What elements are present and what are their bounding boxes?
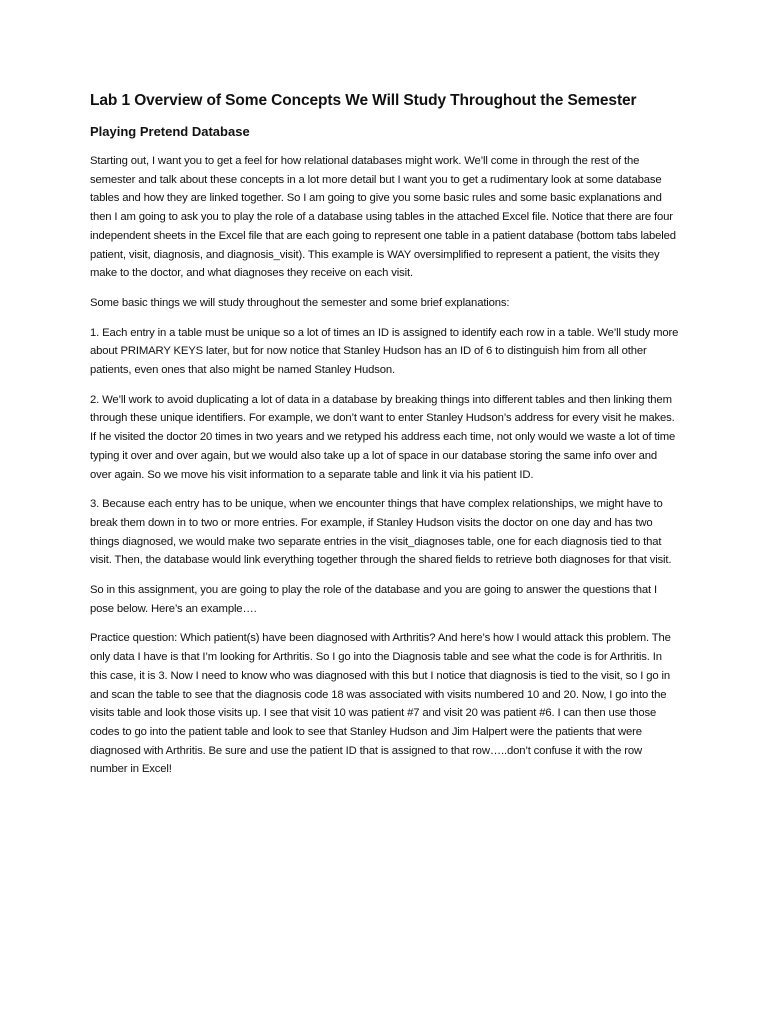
paragraph-basic-things: Some basic things we will study throughout the semester and some brief explanations: xyxy=(90,296,510,309)
paragraph-practice-question: Practice question: Which patient(s) have been diagnosed with Arthritis? And here’s how I would attack this problem. The only data I have is that I’m looking for Arthritis. So I go into the Diagnosis table and see what the code is for Arthritis. In this case, it is 3. Now I need to know who was diagnosed with this but I notice that diagnosis is tied to the visit, so I go in and scan the table to see that the diagnosis code 18 was associated with visits numbered 10 and 20. Now, I go into the visits table and look those visits up. I see that visit 10 was patient #7 and visit 20 was patient #6. I can then use those codes to go into the patient table and look to see that Stanley Hudson and Jim Halpert were the patients that were diagnosed with Arthritis. Be sure and use the patient ID that is assigned to that row…..don’t confuse it with the row number in Excel! xyxy=(90,632,671,776)
paragraph-rule-2: 2. We’ll work to avoid duplicating a lot of data in a database by breaking things into different tables and then linking them through these unique identifiers. For example, we don’t want to enter Stanley Hudson’s address for every visit he makes. If he visited the doctor 20 times in two years and we retyped his address each time, not only would we waste a lot of time typing it over and over again, but we would also take up a lot of space in our database storing the same info over and over again. So we move his visit information to a separate table and link it via his patient ID. xyxy=(90,393,676,481)
paragraph-intro: Starting out, I want you to get a feel for how relational databases might work. We’ll come in through the rest of the semester and talk about these concepts in a lot more detail but I want you to get a rudimentary look at some database tables and how they are linked together. So I am going to give you some basic rules and some basic explanations and then I am going to ask you to play the role of a database using tables in the attached Excel file. Notice that there are four independent sheets in the Excel file that are each going to represent one table in a patient database (bottom tabs labeled patient, visit, diagnosis, and diagnosis_visit). This example is WAY oversimplified to represent a patient, the visits they make to the doctor, and what diagnoses they receive on each visit. xyxy=(90,155,676,280)
document-page xyxy=(90,92,680,790)
paragraph-assignment: So in this assignment, you are going to play the role of the database and you are going to answer the questions that I pose below. Here’s an example…. xyxy=(90,584,657,615)
paragraph-rule-1: 1. Each entry in a table must be unique so a lot of times an ID is assigned to identify each row in a table. We’ll study more about PRIMARY KEYS later, but for now notice that Stanley Hudson has an ID of 6 to distinguish him from all other patients, even ones that also might be named Stanley Hudson. xyxy=(90,326,679,377)
document-title: Lab 1 Overview of Some Concepts We Will Study Throughout the Semester xyxy=(90,92,637,109)
document-subtitle: Playing Pretend Database xyxy=(90,124,250,139)
paragraph-rule-3: 3. Because each entry has to be unique, when we encounter things that have complex relationships, we might have to break them down in to two or more entries. For example, if Stanley Hudson visits the doctor on one day and has two things diagnosed, we would make two separate entries in the visit_diagnoses table, one for each diagnosis tied to that visit. Then, the database would link everything together through the shared fields to retrieve both diagnoses for that visit. xyxy=(90,498,672,567)
